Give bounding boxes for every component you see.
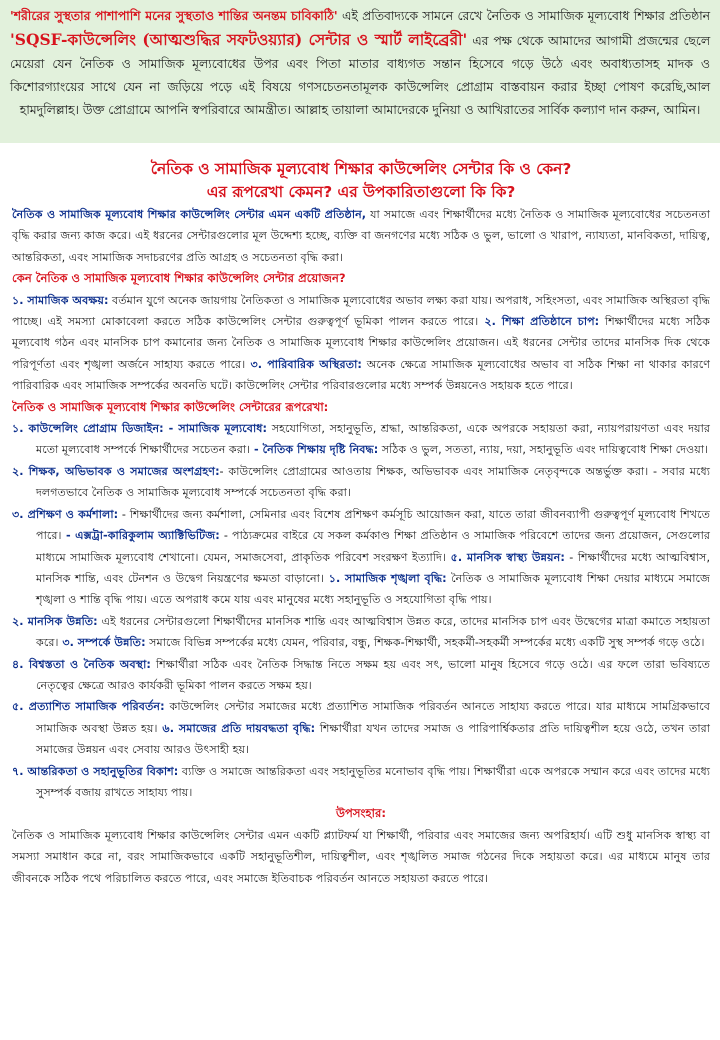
outline-5-text: - শিক্ষার্থীদের মধ্যে আত্মবিশ্বাস, মানসিক শান্তি, এবং টেনশন ও উদ্বেগ নিয়ন্ত্রণের ক্ষমতা বাড়ানো। — [36, 550, 710, 585]
outline-point-2 — [12, 461, 710, 504]
outline-1-heading: ১. কাউন্সেলিং প্রোগ্রাম ডিজাইন: — [12, 422, 164, 436]
outline-point-1 — [12, 418, 710, 461]
benefit-6-text: শিক্ষার্থীরা যখন তাদের সমাজ ও পারিপার্শ্বিকতার প্রতি দায়িত্বশীল হয়ে ওঠে, তখন তারা সমাজের উন্নয়ন এবং সেবায় আরও উৎসাহী হয়। — [36, 721, 710, 757]
main-content — [0, 158, 720, 889]
why-point-3-heading: ৩. পারিবারিক অস্থিরতা: — [245, 357, 362, 371]
benefit-1-text: নৈতিক ও সামাজিক মূল্যবোধ শিক্ষা দেয়ার মাধ্যমে সমাজে শৃঙ্খলা ও শান্তি বৃদ্ধি পায়। এতে অপরাধ কমে যায় এবং মানুষের মধ্যে সহানুভূতি ও সহযোগিতা বৃদ্ধি পায়। — [36, 571, 710, 607]
benefit-5-heading: ৫. প্রত্যাশিত সামাজিক পরিবর্তন: — [12, 700, 165, 714]
conclusion-heading: উপসংহার: — [335, 806, 387, 821]
outline-5-heading: ৫. মানসিক স্বাস্থ্য উন্নয়ন: — [445, 550, 565, 564]
main-title: নৈতিক ও সামাজিক মূল্যবোধ শিক্ষার কাউন্সেলিং সেন্টার কি ও কেন? — [150, 160, 572, 178]
outline-1-text: সহযোগিতা, সহানুভূতি, শ্রদ্ধা, আন্তরিকতা, একে অপরকে সহায়তা করা, ন্যায়পরায়ণতা এবং দয়ার মতো মূল্যবোধ সম্পর্কে শিক্ষার্থীদের সচেতন করা। — [36, 422, 710, 457]
benefit-3-heading: ৩. সম্পর্কে উন্নতি: — [58, 636, 146, 650]
why-point-3-text: অনেক ক্ষেত্রে সামাজিক মূল্যবোধের অভাব বা সঠিক শিক্ষা না থাকার কারণে পারিবারিক এবং সামাজিক সম্পর্কের অবনতি ঘটে। কাউন্সেলিং সেন্টার পরিবারগুলোর মধ্যে সম্পর্ক উন্নয়নেও সহায়ক হতে পারে। — [12, 357, 710, 393]
banner-quote: 'শরীরের সুস্থতার পাশাপাশি মনের সুস্থতাও শান্তির অনন্তম চাবিকাঠি' — [10, 9, 338, 23]
intro-text: যা সমাজে এবং শিক্ষার্থীদের মধ্যে নৈতিক ও সামাজিক মূল্যবোধের সচেতনতা বৃদ্ধি করার জন্য কাজ করে। এই ধরনের সেন্টারগুলোর মূল উদ্দেশ্য হচ্ছে, ব্যক্তি বা জনগণের মধ্যে সঠিক ও ভুল, ভালো ও খারাপ, ন্যায্যতা, মানবিকতা, দায়িত্ব, আন্তরিকতা, এবং সামাজিক সদাচরণের প্রতি আগ্রহ ও সচেতনতা বৃদ্ধি করা। — [12, 208, 710, 264]
outline-1-text-2: সঠিক ও ভুল, সততা, ন্যায়, দয়া, সহানুভূতি এবং দায়িত্ববোধ শিক্ষা দেওয়া। — [378, 443, 709, 457]
outline-3-heading: ৩. প্রশিক্ষণ ও কর্মশালা: — [12, 507, 119, 521]
conclusion-text: নৈতিক ও সামাজিক মূল্যবোধ শিক্ষার কাউন্সেলিং সেন্টার এমন একটি প্ল্যাটফর্ম যা শিক্ষার্থী, পরিবার এবং সমাজের জন্য অপরিহার্য। এটি শুধু মানসিক স্বাস্থ্য বা সমস্যা সমাধান করে না, বরং সামাজিকভাবে একটি সহানুভূতিশীল, দায়িত্বশীল, এবং শৃঙ্খলিত সমাজ গঠনের দিকে সহায়তা করে। এর মাধ্যমে মানুষ তার জীবনকে সঠিক পথে পরিচালিত করতে পারে, এবং সমাজে ইতিবাচক পরিবর্তন আনতে সহায়তা করতে পারে। — [12, 828, 710, 885]
outline-1-subheading: - সামাজিক মূল্যবোধ: — [163, 422, 268, 436]
outline-3-text-2: - পাঠ্যক্রমের বাইরে যে সকল কর্মকাণ্ড শিক্ষা প্রতিষ্ঠান ও সামাজিক পরিবেশে তাদের জন্য প্রয়োজন, সেগুলোর মাধ্যমে সামাজিক মূল্যবোধ শেখানো। যেমন, সমাজসেবা, প্রাকৃতিক পরিবেশ সংরক্ষণ ইত্যাদি। — [36, 529, 710, 564]
benefit-5 — [12, 696, 710, 760]
outline-3-text: - শিক্ষার্থীদের জন্য কর্মশালা, সেমিনার এবং বিশেষ প্রশিক্ষণ কর্মসূচি আয়োজন করা, যাতে তারা জীবনব্যাপী গুরুত্বপূর্ণ মূল্যবোধ শিখতে পারে। — [36, 507, 710, 543]
outline-point-3 — [12, 504, 710, 611]
benefit-7-text: ব্যক্তি ও সমাজে আন্তরিকতা এবং সহানুভূতির মনোভাব বৃদ্ধি পায়। শিক্ষার্থীরা একে অপরকে সম্মান করে এবং তাদের মধ্যে সুসম্পর্ক বজায় রাখতে সাহায্য পায়। — [36, 764, 710, 799]
banner-brand: 'SQSF-কাউন্সেলিং (আত্মশুদ্ধির সফটওয়্যার) সেন্টার ও স্মার্ট লাইব্রেরী' — [10, 30, 468, 49]
why-point-2-text: শিক্ষার্থীদের মধ্যে সঠিক মূল্যবোধ গঠন এবং মানসিক চাপ কমানোর জন্য নৈতিক ও সামাজিক মূল্যবোধ শিক্ষার কাউন্সেলিং প্রয়োজন। এই ধরনের সেন্টার তাদের মানসিক দিক থেকে পরিপূর্ণতা এবং শৃঙ্খলা অর্জনে সাহায্য করতে পারে। — [12, 315, 711, 371]
outline-heading: নৈতিক ও সামাজিক মূল্যবোধ শিক্ষার কাউন্সেলিং সেন্টারের রূপরেখা: — [12, 399, 329, 414]
benefit-4-text: শিক্ষার্থীরা সঠিক এবং নৈতিক সিদ্ধান্ত নিতে সক্ষম হয় এবং সৎ, ভালো মানুষ হিসেবে গড়ে ওঠে। এর ফলে তারা ভবিষ্যতে নেতৃত্বের ক্ষেত্রে আরও কার্যকরী ভূমিকা পালন করতে সক্ষম হয়। — [36, 657, 711, 692]
intro-lead: নৈতিক ও সামাজিক মূল্যবোধ শিক্ষার কাউন্সেলিং সেন্টার এমন একটি প্রতিষ্ঠান, — [12, 208, 367, 221]
why-heading: কেন নৈতিক ও সামাজিক মূল্যবোধ শিক্ষার কাউন্সেলিং সেন্টার প্রয়োজন? — [12, 271, 346, 286]
why-point-1-text: বর্তমান যুগে অনেক জায়গায় নৈতিকতা ও সামাজিক মূল্যবোধের অভাব লক্ষ্য করা যায়। অপরাধ, সহিংসতা, এবং সামাজিক অস্থিরতা বৃদ্ধি পাচ্ছে। এই সমস্যা মোকাবেলা করতে সঠিক কাউন্সেলিং সেন্টার গুরুত্বপূর্ণ ভূমিকা পালন করতে পারে। — [12, 293, 710, 329]
benefit-3-text: সমাজে বিভিন্ন সম্পর্কের মধ্যে যেমন, পরিবার, বন্ধু, শিক্ষক-শিক্ষার্থী, সহকর্মী-সহকর্মী সম্পর্কের মধ্যে একটি সুস্থ সম্পর্ক গড়ে ওঠে। — [145, 636, 705, 650]
benefit-6-heading: ৬. সমাজের প্রতি দায়বদ্ধতা বৃদ্ধি: — [157, 721, 316, 735]
benefit-4 — [12, 654, 710, 697]
benefit-4-heading: ৪. বিশ্বস্ততা ও নৈতিক অবস্থা: — [12, 657, 151, 671]
main-subtitle: এর রূপরেখা কেমন? এর উপকারিতাগুলো কি কি? — [206, 183, 516, 201]
why-point-1-heading: ১. সামাজিক অবক্ষয়: — [12, 293, 109, 307]
benefit-2 — [12, 611, 710, 654]
outline-1-subheading-2: - নৈতিক শিক্ষায় দৃষ্টি নিবদ্ধ: — [250, 443, 379, 457]
why-paragraph — [12, 290, 710, 397]
banner-text — [10, 5, 710, 122]
banner-text-1: এই প্রতিবাদ্যকে সামনে রেখে নৈতিক ও সামাজিক মূল্যবোধ শিক্ষার প্রতিষ্ঠান — [337, 9, 710, 23]
benefit-7 — [12, 761, 710, 804]
benefit-2-text: এই ধরনের সেন্টারগুলো শিক্ষার্থীদের মানসিক শান্তি এবং আত্মবিশ্বাস উন্নত করে, তাদের মানসিক চাপ এবং উদ্বেগের মাত্রা কমাতে সহায়তা করে। — [36, 614, 710, 650]
outline-2-heading: ২. শিক্ষক, অভিভাবক ও সমাজের অংশগ্রহণ: — [12, 464, 220, 478]
banner-text-2: এর পক্ষ থেকে আমাদের আগামী প্রজন্মের ছেলে মেয়েরা যেন নৈতিক ও সামাজিক মূল্যবোধের উপর এবং পিতা মাতার বাধ্যগত সন্তান হিসেবে গড়ে উঠে এবং অবাধ্যতাসহ মাদক ও কিশোরগ্যাংয়ের সাথে যেন না জড়িয়ে পড়ে এই বিষয়ে গণসচেতনতামূলক কাউন্সেলিং প্রোগ্রাম বাস্তবায়ন করার ইচ্ছা পোষণ করেছি,আল হামদুলিল্লাহ। উক্ত প্রোগ্রামে আপনি স্বপরিবারে আমন্ত্রীত। আল্লাহ তায়ালা আমাদেরকে দুনিয়া ও আখিরাতের সার্বিক কল্যাণ দান করুন, আমিন। — [10, 34, 710, 117]
intro-paragraph — [12, 204, 710, 268]
outline-3-subheading: - এক্সট্রা-কারিকুলাম অ্যাক্টিভিটিজ: — [61, 529, 220, 543]
outline-2-text: - কাউন্সেলিং প্রোগ্রামের আওতায় শিক্ষক, অভিভাবক এবং সামাজিক নেতৃবৃন্দকে অন্তর্ভুক্ত করা। - সবার মধ্যে দলগতভাবে নৈতিক ও সামাজিক মূল্যবোধ সম্পর্কে সচেতনতা বৃদ্ধি করা। — [36, 464, 710, 500]
benefit-7-heading: ৭. আন্তরিকতা ও সহানুভূতির বিকাশ: — [12, 764, 179, 778]
benefit-1-heading: ১. সামাজিক শৃঙ্খলা বৃদ্ধি: — [323, 571, 447, 585]
benefit-5-text: কাউন্সেলিং সেন্টার সমাজের মধ্যে প্রত্যাশিত সামাজিক পরিবর্তন আনতে সাহায্য করতে পারে। যার মাধ্যমে সামগ্রিকভাবে সামাজিক অবস্থা উন্নত হয়। — [36, 700, 710, 735]
benefit-2-heading: ২. মানসিক উন্নতি: — [12, 614, 98, 628]
why-point-2-heading: ২. শিক্ষা প্রতিষ্ঠানে চাপ: — [478, 315, 600, 329]
intro-banner — [0, 0, 720, 143]
